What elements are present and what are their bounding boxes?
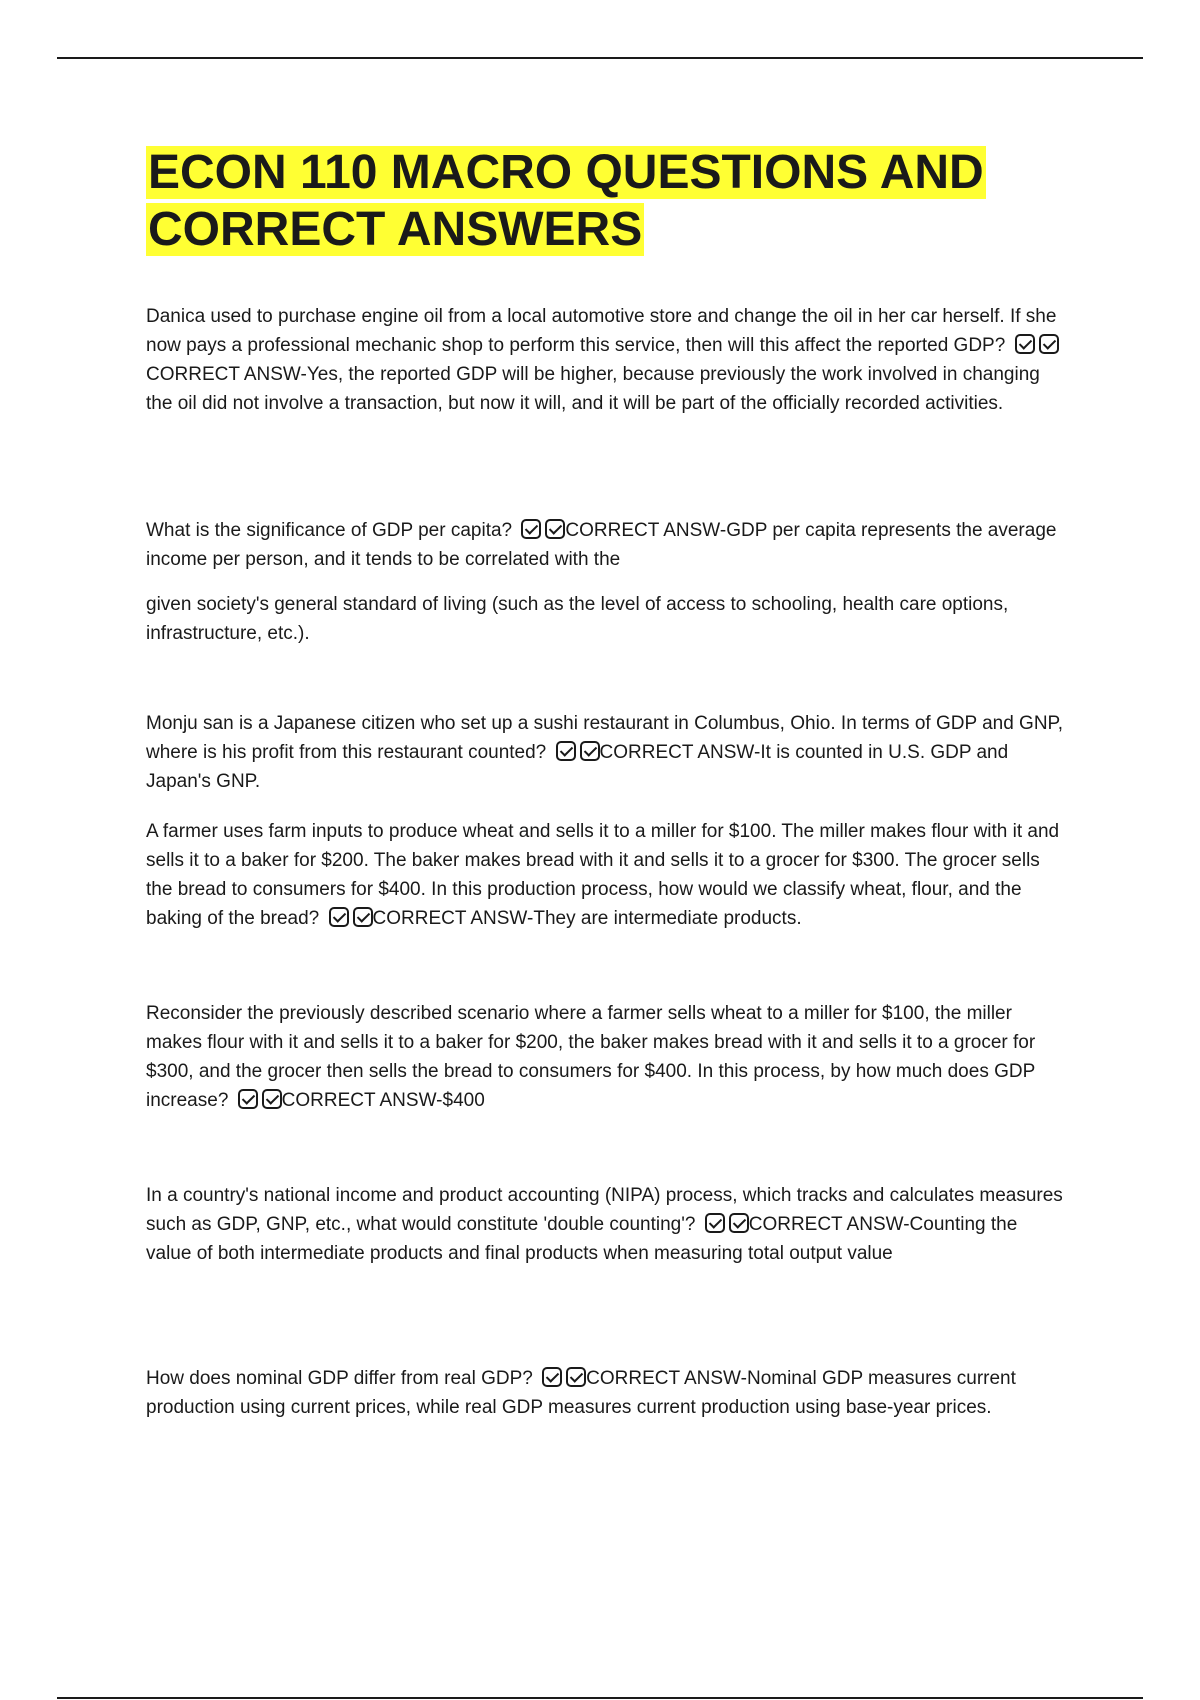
qa-item-7 bbox=[146, 1364, 1066, 1422]
answer-text: It is counted in U.S. GDP and Japan's GNP. bbox=[146, 742, 1009, 792]
answer-text: They are intermediate products. bbox=[533, 908, 802, 929]
answer-text: GDP per capita represents the average income per person, and it tends to be correlated with the bbox=[146, 520, 1057, 570]
checkbox-checked-icon bbox=[542, 1367, 562, 1387]
answer-marker: CORRECT ANSW- bbox=[146, 364, 307, 385]
qa-item-1 bbox=[146, 302, 1066, 418]
question-text: Reconsider the previously described scenario where a farmer sells wheat to a miller for $100, the miller makes flour with it and sells it to a baker for $200, the baker makes bread with it and sells it to a grocer for $300, and the grocer then sells the bread to consumers for $400. In this process, by how much does GDP increase? bbox=[146, 1003, 1036, 1111]
checkbox-checked-icon bbox=[262, 1089, 282, 1109]
checkbox-checked-icon bbox=[580, 741, 600, 761]
checkbox-checked-icon bbox=[238, 1089, 258, 1109]
checkbox-checked-icon bbox=[545, 519, 565, 539]
answer-marker: CORRECT ANSW- bbox=[281, 1090, 443, 1111]
checkbox-checked-icon bbox=[729, 1213, 749, 1233]
document-title bbox=[146, 144, 1096, 258]
question-text: In a country's national income and product accounting (NIPA) process, which tracks and calculates measures such as GDP, GNP, etc., what would constitute 'double counting'? bbox=[146, 1185, 1063, 1235]
answer-continuation-text: given society's general standard of living (such as the level of access to schooling, health care options, infrastructure, etc.). bbox=[146, 594, 1009, 644]
answer-text: Counting the value of both intermediate products and final products when measuring total output value bbox=[146, 1214, 1018, 1264]
qa-item-2-continuation bbox=[146, 590, 1066, 648]
checkbox-checked-icon bbox=[566, 1367, 586, 1387]
checkbox-checked-icon bbox=[1015, 334, 1035, 354]
answer-text: $400 bbox=[442, 1090, 485, 1111]
checkbox-checked-icon bbox=[353, 907, 373, 927]
checkbox-checked-icon bbox=[705, 1213, 725, 1233]
answer-marker: CORRECT ANSW- bbox=[565, 520, 727, 541]
checkbox-checked-icon bbox=[329, 907, 349, 927]
answer-text: Nominal GDP measures current production using current prices, while real GDP measures current production using base-year prices. bbox=[146, 1368, 1016, 1418]
qa-item-4 bbox=[146, 817, 1066, 933]
qa-item-5 bbox=[146, 999, 1066, 1115]
checkbox-checked-icon bbox=[556, 741, 576, 761]
checkbox-checked-icon bbox=[521, 519, 541, 539]
qa-item-3 bbox=[146, 709, 1066, 796]
question-text: What is the significance of GDP per capita? bbox=[146, 520, 513, 541]
answer-text: Yes, the reported GDP will be higher, because previously the work involved in changing the oil did not involve a transaction, but now it will, and it will be part of the officially recorded activities. bbox=[146, 364, 1040, 414]
header-rule bbox=[57, 57, 1143, 59]
question-text: Danica used to purchase engine oil from a local automotive store and change the oil in her car herself. If she now pays a professional mechanic shop to perform this service, then will this affect the reported GDP? bbox=[146, 306, 1057, 356]
answer-marker: CORRECT ANSW- bbox=[599, 742, 761, 763]
footer-rule bbox=[57, 1697, 1143, 1699]
qa-item-6 bbox=[146, 1181, 1066, 1268]
question-text: How does nominal GDP differ from real GDP? bbox=[146, 1368, 533, 1389]
checkbox-checked-icon bbox=[1039, 334, 1059, 354]
title-highlight: ECON 110 MACRO QUESTIONS AND CORRECT ANSWERS bbox=[148, 146, 984, 256]
question-text: Monju san is a Japanese citizen who set up a sushi restaurant in Columbus, Ohio. In terms of GDP and GNP, where is his profit from this restaurant counted? bbox=[146, 713, 1064, 763]
answer-marker: CORRECT ANSW- bbox=[372, 908, 534, 929]
answer-marker: CORRECT ANSW- bbox=[586, 1368, 747, 1389]
qa-item-2 bbox=[146, 516, 1066, 574]
answer-marker: CORRECT ANSW- bbox=[748, 1214, 910, 1235]
question-text: A farmer uses farm inputs to produce wheat and sells it to a miller for $100. The miller makes flour with it and sells it to a baker for $200. The baker makes bread with it and sells it to a grocer for $300. The grocer sells the bread to consumers for $400. In this production process, how would we classify wheat, flour, and the baking of the bread? bbox=[146, 821, 1060, 929]
